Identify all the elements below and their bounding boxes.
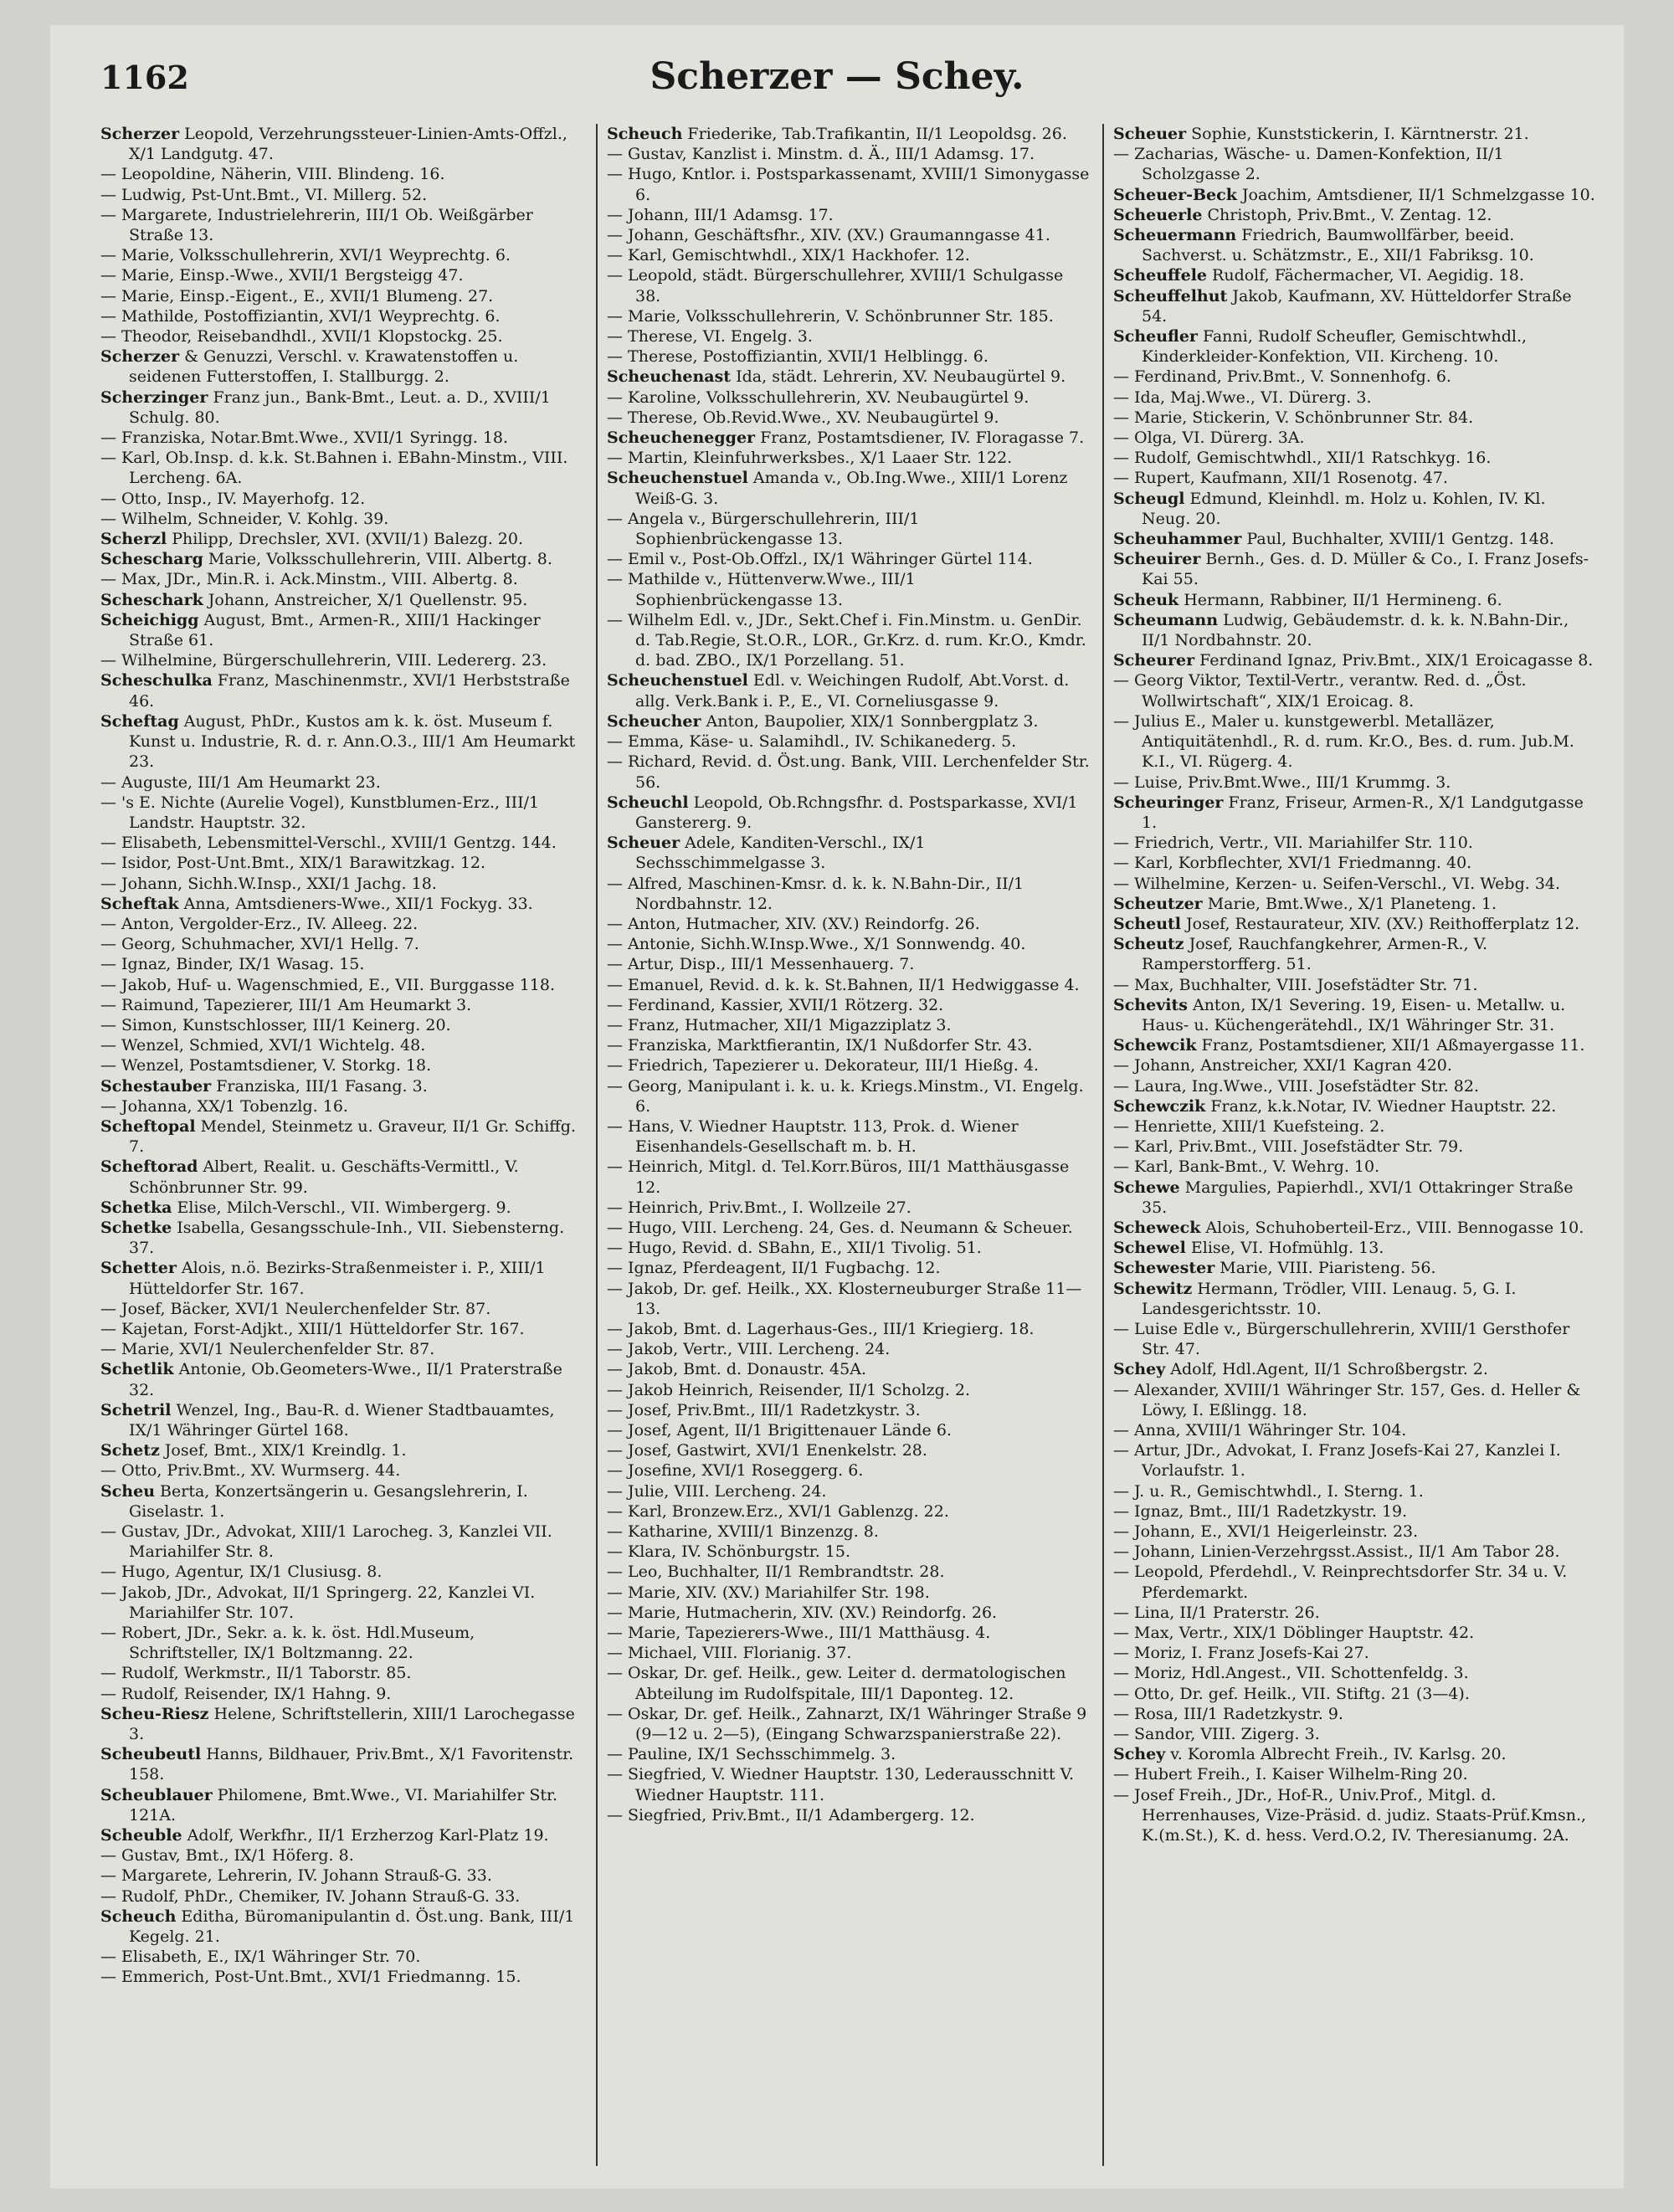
directory-entry: — Moriz, Hdl.Angest., VII. Schottenfeldg. 3. [1113,1664,1469,1683]
directory-entry: — Gustav, JDr., Advokat, XIII/1 Larocheg. 3, Kanzlei VII. Mariahilfer Str. 8. [100,1522,552,1562]
directory-entry: — Artur, Disp., III/1 Messenhauerg. 7. [607,955,915,974]
directory-entry: — Johann, Anstreicher, XXI/1 Kagran 420. [1113,1056,1452,1075]
directory-entry: Scherzer & Genuzzi, Verschl. v. Krawatenstoffen u. seidenen Futterstoffen, I. Stallburgg. 2. [100,347,519,387]
directory-entry: — Anton, Vergolder-Erz., IV. Alleeg. 22. [100,914,418,933]
directory-entry: — Johanna, XX/1 Tobenzlg. 16. [100,1096,348,1116]
directory-entry: — Wenzel, Schmied, XVI/1 Wichtelg. 48. [100,1036,426,1055]
directory-entry: Scheuch Editha, Büromanipulantin d. Öst.ung. Bank, III/1 Kegelg. 21. [100,1907,575,1947]
directory-entry: Scheutz Josef, Rauchfangkehrer, Armen-R., V. Ramperstorfferg. 51. [1113,935,1488,974]
directory-entry: — Simon, Kunstschlosser, III/1 Keinerg. 20. [100,1015,451,1034]
directory-entry: — Kajetan, Forst-Adjkt., XIII/1 Hütteldorfer Str. 167. [100,1319,525,1338]
directory-entry: — Emmerich, Post-Unt.Bmt., XVI/1 Friedmanng. 15. [100,1968,521,1987]
directory-entry: — Pauline, IX/1 Sechsschimmelg. 3. [607,1745,896,1764]
directory-entry: — Josef, Agent, II/1 Brigittenauer Lände 6. [607,1421,952,1440]
page-number: 1162 [100,59,189,96]
directory-entry: — Gustav, Bmt., IX/1 Höferg. 8. [100,1846,354,1866]
directory-entry: — Friedrich, Vertr., VII. Mariahilfer Str. 110. [1113,834,1473,853]
directory-entry: — Franziska, Notar.Bmt.Wwe., XVII/1 Syringg. 18. [100,429,509,448]
directory-entry: — Gustav, Kanzlist i. Minstm. d. Ä., III/1 Adamsg. 17. [607,145,1035,164]
directory-entry: — Margarete, Industrielehrerin, III/1 Ob. Weißgärber Straße 13. [100,205,533,245]
directory-entry: — Auguste, III/1 Am Heumarkt 23. [100,772,381,792]
directory-entry: — Hugo, Kntlor. i. Postsparkassenamt, XVIII/1 Simonygasse 6. [607,165,1090,204]
directory-entry: — Klara, IV. Schönburgstr. 15. [607,1542,851,1562]
directory-entry: — Jakob Heinrich, Reisender, II/1 Scholzg. 2. [607,1380,971,1399]
directory-entry: — Karl, Korbflechter, XVI/1 Friedmanng. 40. [1113,854,1472,873]
directory-entry: — Isidor, Post-Unt.Bmt., XIX/1 Barawitzkag. 12. [100,854,486,873]
directory-entry: — Therese, VI. Engelg. 3. [607,327,813,346]
directory-entry: — Ida, Maj.Wwe., VI. Dürerg. 3. [1113,387,1372,407]
directory-entry: — Ferdinand, Kassier, XVII/1 Rötzerg. 32. [607,995,944,1014]
directory-entry: Scheublauer Philomene, Bmt.Wwe., VI. Mariahilfer Str. 121A. [100,1785,558,1825]
directory-entry: — Emanuel, Revid. d. k. k. St.Bahnen, II/1 Hedwiggasse 4. [607,975,1080,994]
directory-entry: Scheuchenstuel Edl. v. Weichingen Rudolf, Abt.Vorst. d. allg. Verk.Bank i. P., E., VI. Corneliusgasse 9. [607,671,1070,711]
directory-entry: — Artur, JDr., Advokat, I. Franz Josefs-Kai 27, Kanzlei I. Vorlaufstr. 1. [1113,1441,1561,1481]
directory-entry: — Wilhelmine, Bürgerschullehrerin, VIII. Ledererg. 23. [100,651,547,670]
directory-entry: Schescharg Marie, Volksschullehrerin, VIII. Albertg. 8. [100,550,552,569]
directory-entry: — Rudolf, Reisender, IX/1 Hahng. 9. [100,1684,392,1703]
directory-entry: — Robert, JDr., Sekr. a. k. k. öst. Hdl.Museum, Schriftsteller, IX/1 Boltzmanng. 22. [100,1624,475,1663]
directory-entry: — Julie, VIII. Lercheng. 24. [607,1481,827,1501]
directory-entry: — Johann, III/1 Adamsg. 17. [607,205,834,224]
directory-entry: — Marie, XIV. (XV.) Mariahilfer Str. 198. [607,1583,930,1602]
directory-entry: Scheuer Adele, Kanditen-Verschl., IX/1 Sechsschimmelgasse 3. [607,834,926,873]
directory-entry: — Elisabeth, E., IX/1 Währinger Str. 70. [100,1948,421,1967]
directory-entry: — Marie, Einsp.-Eigent., E., XVII/1 Blumeng. 27. [100,286,494,305]
directory-entry: — Therese, Postoffiziantin, XVII/1 Helblingg. 6. [607,347,988,367]
directory-entry: Scheweck Alois, Schuhoberteil-Erz., VIII. Bennogasse 10. [1113,1218,1584,1237]
directory-entry: — Siegfried, Priv.Bmt., II/1 Adambergerg. 12. [607,1805,975,1825]
directory-entry: — Antonie, Sichh.W.Insp.Wwe., X/1 Sonnwendg. 40. [607,935,1026,954]
directory-entry: Schestauber Franziska, III/1 Fasang. 3. [100,1076,428,1096]
directory-entry: — Mathilde v., Hüttenverw.Wwe., III/1 Sophienbrückengasse 13. [607,570,916,609]
directory-entry: — Georg Viktor, Textil-Vertr., verantw. Red. d. „Öst. Wollwirtschaft“, XIX/1 Eroicag. 8. [1113,671,1527,711]
directory-entry: Scheuchenegger Franz, Postamtsdiener, IV. Floragasse 7. [607,429,1085,448]
directory-entry: Scheftorad Albert, Realit. u. Geschäfts-Vermittl., V. Schönbrunner Str. 99. [100,1157,519,1197]
directory-entry: — Michael, VIII. Florianig. 37. [607,1644,852,1663]
directory-entry: Schey v. Koromla Albrecht Freih., IV. Karlsg. 20. [1113,1745,1507,1764]
directory-entry: — Rudolf, PhDr., Chemiker, IV. Johann Strauß-G. 33. [100,1886,521,1906]
directory-entry: — Lina, II/1 Praterstr. 26. [1113,1603,1320,1622]
directory-entry: Scheuble Adolf, Werkfhr., II/1 Erzherzog Karl-Platz 19. [100,1826,549,1845]
directory-entry: — Marie, Volksschullehrerin, V. Schönbrunner Str. 185. [607,306,1054,326]
directory-entry: Schewitz Hermann, Trödler, VIII. Lenaug. 5, G. I. Landesgerichtsstr. 10. [1113,1279,1517,1318]
directory-entry: — Josef Freih., JDr., Hof-R., Univ.Prof., Mitgl. d. Herrenhauses, Vize-Präsid. d. judiz. Staats-Prüf.Kmsn., K.(m.St.), K. d. hess. Verd.O.2, IV. Theresianumg. 2A. [1113,1785,1587,1845]
directory-entry: — Otto, Dr. gef. Heilk., VII. Stiftg. 21 (3—4). [1113,1684,1470,1703]
directory-entry: — Rosa, III/1 Radetzkystr. 9. [1113,1704,1343,1723]
column-divider [1102,124,1104,2166]
directory-entry: Scheftag August, PhDr., Kustos am k. k. öst. Museum f. Kunst u. Industrie, R. d. r. Ann.O.3., III/1 Am Heumarkt 23. [100,711,576,772]
directory-column-3 [1113,124,1599,2166]
directory-entry: — Jakob, Bmt. d. Donaustr. 45A. [607,1360,866,1379]
directory-entry: Scheschulka Franz, Maschinenmstr., XVI/1 Herbststraße 46. [100,671,570,711]
directory-entry: — Jakob, Vertr., VIII. Lercheng. 24. [607,1340,891,1359]
directory-entry: Schewe Margulies, Papierhdl., XVI/1 Ottakringer Straße 35. [1113,1178,1574,1217]
directory-entry: Scheugl Edmund, Kleinhdl. m. Holz u. Kohlen, IV. Kl. Neug. 20. [1113,489,1546,528]
directory-entry: — Heinrich, Priv.Bmt., I. Wollzeile 27. [607,1198,911,1217]
directory-entry: Scheutl Josef, Restaurateur, XIV. (XV.) Reithofferplatz 12. [1113,914,1580,933]
directory-entry: — Otto, Insp., IV. Mayerhofg. 12. [100,489,366,508]
directory-entry: — Leopold, städt. Bürgerschullehrer, XVIII/1 Schulgasse 38. [607,266,1064,305]
directory-entry: — Siegfried, V. Wiedner Hauptstr. 130, Lederausschnitt V. Wiedner Hauptstr. 111. [607,1765,1075,1804]
directory-entry: — Jakob, Huf- u. Wagenschmied, E., VII. Burggasse 118. [100,975,555,994]
directory-entry: — Leo, Buchhalter, II/1 Rembrandtstr. 28. [607,1563,945,1582]
directory-entry: Schetka Elise, Milch-Verschl., VII. Wimbergerg. 9. [100,1198,511,1217]
directory-entry: — Zacharias, Wäsche- u. Damen-Konfektion, II/1 Scholzgasse 2. [1113,145,1504,184]
directory-entry: — Rupert, Kaufmann, XII/1 Rosenotg. 47. [1113,469,1449,488]
directory-entry: — Alexander, XVIII/1 Währinger Str. 157, Ges. d. Heller & Löwy, I. Eßlingg. 18. [1113,1380,1581,1419]
directory-entry: — Max, Buchhalter, VIII. Josefstädter Str. 71. [1113,975,1478,994]
directory-entry: — Karl, Priv.Bmt., VIII. Josefstädter Str. 79. [1113,1137,1464,1157]
directory-entry: — Wilhelmine, Kerzen- u. Seifen-Verschl., VI. Webg. 34. [1113,874,1561,893]
directory-entry: — Jakob, Dr. gef. Heilk., XX. Klosterneuburger Straße 11—13. [607,1279,1082,1318]
directory-entry: — Ignaz, Bmt., III/1 Radetzkystr. 19. [1113,1501,1408,1521]
directory-entry: — Max, JDr., Min.R. i. Ack.Minstm., VIII. Albertg. 8. [100,570,518,589]
directory-entry: — Hugo, VIII. Lercheng. 24, Ges. d. Neumann & Scheuer. [607,1218,1073,1237]
directory-entry: Schetter Alois, n.ö. Bezirks-Straßenmeister i. P., XIII/1 Hütteldorfer Str. 167. [100,1259,546,1298]
directory-entry: — Wenzel, Postamtsdiener, V. Storkg. 18. [100,1056,432,1075]
directory-entry: — Theodor, Reisebandhdl., XVII/1 Klopstockg. 25. [100,327,503,346]
directory-entry: — Georg, Manipulant i. k. u. k. Kriegs.Minstm., VI. Engelg. 6. [607,1076,1084,1116]
directory-entry: Scherzl Philipp, Drechsler, XVI. (XVII/1) Balezg. 20. [100,530,524,549]
directory-entry: Scheuchl Leopold, Ob.Rchngsfhr. d. Postsparkasse, XVI/1 Ganstererg. 9. [607,793,1078,832]
directory-entry: — Laura, Ing.Wwe., VIII. Josefstädter Str. 82. [1113,1076,1480,1096]
directory-entry: — Marie, Volksschullehrerin, XVI/1 Weyprechtg. 6. [100,246,511,265]
directory-entry: — Johann, Geschäftsfhr., XIV. (XV.) Graumanngasse 41. [607,226,1050,245]
directory-entry: Scheurer Ferdinand Ignaz, Priv.Bmt., XIX/1 Eroicagasse 8. [1113,651,1594,670]
directory-entry: Scheuchenstuel Amanda v., Ob.Ing.Wwe., XIII/1 Lorenz Weiß-G. 3. [607,469,1068,508]
directory-entry: — Raimund, Tapezierer, III/1 Am Heumarkt 3. [100,995,472,1014]
directory-entry: — Emil v., Post-Ob.Offzl., IX/1 Währinger Gürtel 114. [607,550,1033,569]
directory-entry: Schetril Wenzel, Ing., Bau-R. d. Wiener Stadtbauamtes, IX/1 Währinger Gürtel 168. [100,1400,555,1440]
directory-entry: — Margarete, Lehrerin, IV. Johann Strauß-G. 33. [100,1866,492,1886]
directory-entry: — Josef, Priv.Bmt., III/1 Radetzkystr. 3. [607,1400,921,1419]
directory-entry: — Marie, Einsp.-Wwe., XVII/1 Bergsteigg 47. [100,266,464,285]
directory-entry: — Katharine, XVIII/1 Binzenzg. 8. [607,1522,879,1542]
directory-entry: Scheufler Fanni, Rudolf Scheufler, Gemischtwhdl., Kinderkleider-Konfektion, VII. Kircheng. 10. [1113,327,1528,367]
directory-entry: Schevits Anton, IX/1 Severing. 19, Eisen- u. Metallw. u. Haus- u. Küchengerätehdl., IX/1 Währinger Str. 31. [1113,995,1566,1034]
directory-entry: — Ludwig, Pst-Unt.Bmt., VI. Millerg. 52. [100,185,428,204]
directory-entry: — Hans, V. Wiedner Hauptstr. 113, Prok. d. Wiener Eisenhandels-Gesellschaft m. b. H. [607,1116,1019,1157]
directory-entry: — Marie, Stickerin, V. Schönbrunner Str. 84. [1113,408,1474,427]
directory-entry: — Max, Vertr., XIX/1 Döblinger Hauptstr. 42. [1113,1624,1475,1643]
directory-column-2 [607,124,1092,2166]
directory-entry: — Anton, Hutmacher, XIV. (XV.) Reindorfg. 26. [607,914,980,933]
directory-entry: — Richard, Revid. d. Öst.ung. Bank, VIII. Lerchenfelder Str. 56. [607,752,1090,792]
directory-entry: Scheuk Hermann, Rabbiner, II/1 Hermineng. 6. [1113,590,1502,609]
directory-entry: — Karl, Bronzew.Erz., XVI/1 Gablenzg. 22. [607,1501,949,1521]
directory-entry: — Franz, Hutmacher, XII/1 Migazziplatz 3. [607,1015,952,1034]
directory-entry: — Luise, Priv.Bmt.Wwe., III/1 Krummg. 3. [1113,772,1451,792]
directory-entry: — Franziska, Marktfierantin, IX/1 Nußdorfer Str. 43. [607,1036,1033,1055]
directory-entry: — Hugo, Agentur, IX/1 Clusiusg. 8. [100,1563,383,1582]
directory-entry: — Marie, Tapezierers-Wwe., III/1 Matthäusg. 4. [607,1624,991,1643]
directory-entry: Scheu Berta, Konzertsängerin u. Gesangslehrerin, I. Giselastr. 1. [100,1481,528,1521]
directory-entry: — Mathilde, Postoffiziantin, XVI/1 Weyprechtg. 6. [100,306,501,326]
directory-entry: Scheuerle Christoph, Priv.Bmt., V. Zentag. 12. [1113,205,1492,224]
directory-entry: — Leopoldine, Näherin, VIII. Blindeng. 16. [100,165,445,184]
directory-entry: — Leopold, Pferdehdl., V. Reinprechtsdorfer Str. 34 u. V. Pferdemarkt. [1113,1563,1568,1602]
directory-entry: — 's E. Nichte (Aurelie Vogel), Kunstblumen-Erz., III/1 Landstr. Hauptstr. 32. [100,793,540,832]
directory-entry: — Wilhelm, Schneider, V. Kohlg. 39. [100,509,389,528]
directory-entry: Scherzinger Franz jun., Bank-Bmt., Leut. a. D., XVIII/1 Schulg. 80. [100,387,551,427]
directory-entry: — Karl, Gemischtwhdl., XIX/1 Hackhofer. 12. [607,246,970,265]
directory-entry: — Friedrich, Tapezierer u. Dekorateur, III/1 Hießg. 4. [607,1056,1039,1075]
directory-entry: — Marie, XVI/1 Neulerchenfelder Str. 87. [100,1340,435,1359]
directory-entry: — Hugo, Revid. d. SBahn, E., XII/1 Tivolig. 51. [607,1239,982,1258]
directory-entry: Scheschark Johann, Anstreicher, X/1 Quellenstr. 95. [100,590,528,609]
directory-entry: — Karl, Bank-Bmt., V. Wehrg. 10. [1113,1157,1380,1177]
directory-entry: — Rudolf, Werkmstr., II/1 Taborstr. 85. [100,1664,412,1683]
directory-entry: Schewczik Franz, k.k.Notar, IV. Wiedner Hauptstr. 22. [1113,1096,1557,1116]
directory-entry: — Oskar, Dr. gef. Heilk., gew. Leiter d. dermatologischen Abteilung im Rudolfspitale, III/1 Daponteg. 12. [607,1664,1066,1703]
directory-entry: Scheutzer Marie, Bmt.Wwe., X/1 Planeteng. 1. [1113,894,1497,913]
directory-entry: Scheuch Friederike, Tab.Trafikantin, II/1 Leopoldsg. 26. [607,125,1067,143]
directory-entry: — Henriette, XIII/1 Kuefsteing. 2. [1113,1116,1385,1136]
directory-entry: Scheuirer Bernh., Ges. d. D. Müller & Co., I. Franz Josefs-Kai 55. [1113,550,1589,589]
directory-entry: — Josef, Gastwirt, XVI/1 Enenkelstr. 28. [607,1441,927,1460]
directory-entry: Scheu-Riesz Helene, Schriftstellerin, XIII/1 Larochegasse 3. [100,1704,575,1744]
directory-entry: Scheumann Ludwig, Gebäudemstr. d. k. k. N.Bahn-Dir., II/1 Nordbahnstr. 20. [1113,610,1569,650]
directory-entry: — Josef, Bäcker, XVI/1 Neulerchenfelder Str. 87. [100,1299,491,1318]
directory-entry: — Johann, E., XVI/1 Heigerleinstr. 23. [1113,1522,1419,1542]
directory-entry: Scheuhammer Paul, Buchhalter, XVIII/1 Gentzg. 148. [1113,530,1554,549]
directory-entry: Schetz Josef, Bmt., XIX/1 Kreindlg. 1. [100,1441,407,1460]
directory-entry: — Martin, Kleinfuhrwerksbes., X/1 Laaer Str. 122. [607,449,1013,468]
directory-entry: — Angela v., Bürgerschullehrerin, III/1 Sophienbrückengasse 13. [607,509,920,549]
directory-entry: Scheichigg August, Bmt., Armen-R., XIII/1 Hackinger Straße 61. [100,610,541,650]
directory-entry: — Elisabeth, Lebensmittel-Verschl., XVIII/1 Gentzg. 144. [100,834,557,853]
directory-entry: — Georg, Schuhmacher, XVI/1 Hellg. 7. [100,935,419,954]
directory-entry: — Johann, Sichh.W.Insp., XXI/1 Jachg. 18. [100,874,437,893]
directory-entry: — Sandor, VIII. Zigerg. 3. [1113,1725,1320,1744]
directory-entry: — Oskar, Dr. gef. Heilk., Zahnarzt, IX/1 Währinger Straße 9 (9—12 u. 2—5), (Eingang Schwarzspanierstraße 22). [607,1704,1087,1744]
directory-entry: Scheucher Anton, Baupolier, XIX/1 Sonnbergplatz 3. [607,711,1039,731]
directory-entry: Scheftak Anna, Amtsdieners-Wwe., XII/1 Fockyg. 33. [100,894,533,913]
directory-entry: — Karoline, Volksschullehrerin, XV. Neubaugürtel 9. [607,387,1030,407]
directory-entry: — Ferdinand, Priv.Bmt., V. Sonnenhofg. 6. [1113,367,1451,387]
directory-entry: Schewel Elise, VI. Hofmühlg. 13. [1113,1239,1384,1258]
column-divider [596,124,598,2166]
directory-entry: — Moriz, I. Franz Josefs-Kai 27. [1113,1644,1369,1663]
directory-entry: Schewester Marie, VIII. Piaristeng. 56. [1113,1259,1436,1278]
directory-entry: Scheuer-Beck Joachim, Amtsdiener, II/1 Schmelzgasse 10. [1113,185,1595,204]
directory-entry: — Jakob, Bmt. d. Lagerhaus-Ges., III/1 Kriegierg. 18. [607,1319,1035,1338]
directory-entry: — Alfred, Maschinen-Kmsr. d. k. k. N.Bahn-Dir., II/1 Nordbahnstr. 12. [607,874,1024,913]
directory-page [50,25,1624,2189]
running-header: Scherzer — Schey. [650,55,1024,98]
directory-entry: Scheuermann Friedrich, Baumwollfärber, beeid. Sachverst. u. Schätzmstr., E., XII/1 Fabriksg. 10. [1113,226,1534,265]
directory-entry: Scheuffele Rudolf, Fächermacher, VI. Aegidig. 18. [1113,266,1524,285]
directory-entry: Scheuffelhut Jakob, Kaufmann, XV. Hütteldorfer Straße 54. [1113,286,1572,326]
directory-entry: — Otto, Priv.Bmt., XV. Wurmserg. 44. [100,1461,401,1481]
directory-entry: — Marie, Hutmacherin, XIV. (XV.) Reindorfg. 26. [607,1603,998,1622]
directory-entry: — Julius E., Maler u. kunstgewerbl. Metalläzer, Antiquitätenhdl., R. d. rum. Kr.O., Bes. d. rum. Jub.M. K.I., VI. Rügerg. 4. [1113,711,1574,772]
directory-column-1 [100,124,586,2166]
directory-entry: Scherzer Leopold, Verzehrungssteuer-Linien-Amts-Offzl., X/1 Landgutg. 47. [100,125,567,164]
directory-entry: — Heinrich, Mitgl. d. Tel.Korr.Büros, III/1 Matthäusgasse 12. [607,1157,1070,1197]
directory-entry: Scheuringer Franz, Friseur, Armen-R., X/1 Landgutgasse 1. [1113,793,1584,832]
directory-entry: — Rudolf, Gemischtwhdl., XII/1 Ratschkyg. 16. [1113,449,1492,468]
directory-entry: — Wilhelm Edl. v., JDr., Sekt.Chef i. Fin.Minstm. u. GenDir. d. Tab.Regie, St.O.R., LOR., Gr.Krz. d. rum. Kr.O., Kmdr. d. bad. ZBO., IX/1 Porzellang. 51. [607,610,1086,670]
directory-entry: Scheftopal Mendel, Steinmetz u. Graveur, II/1 Gr. Schiffg. 7. [100,1116,576,1157]
directory-entry: — J. u. R., Gemischtwhdl., I. Sterng. 1. [1113,1481,1424,1501]
directory-entry: — Luise Edle v., Bürgerschullehrerin, XVIII/1 Gersthofer Str. 47. [1113,1319,1570,1359]
directory-entry: Schey Adolf, Hdl.Agent, II/1 Schroßbergstr. 2. [1113,1360,1488,1379]
directory-entry: — Emma, Käse- u. Salamihdl., IV. Schikanederg. 5. [607,732,1017,752]
directory-entry: — Johann, Linien-Verzehrgsst.Assist., II/1 Am Tabor 28. [1113,1542,1560,1562]
directory-entry: — Hubert Freih., I. Kaiser Wilhelm-Ring 20. [1113,1765,1468,1784]
directory-entry: — Karl, Ob.Insp. d. k.k. St.Bahnen i. EBahn-Minstm., VIII. Lercheng. 6A. [100,449,568,488]
directory-entry: Schetke Isabella, Gesangsschule-Inh., VII. Siebensterng. 37. [100,1218,565,1258]
directory-entry: — Anna, XVIII/1 Währinger Str. 104. [1113,1421,1407,1440]
directory-entry: — Ignaz, Binder, IX/1 Wasag. 15. [100,955,365,974]
directory-entry: Scheubeutl Hanns, Bildhauer, Priv.Bmt., X/1 Favoritenstr. 158. [100,1745,574,1784]
directory-entry: — Ignaz, Pferdeagent, II/1 Fugbachg. 12. [607,1259,941,1278]
directory-entry: Schewcik Franz, Postamtsdiener, XII/1 Aßmayergasse 11. [1113,1036,1585,1055]
directory-entry: — Josefine, XVI/1 Roseggerg. 6. [607,1461,864,1481]
directory-entry: Schetlik Antonie, Ob.Geometers-Wwe., II/1 Praterstraße 32. [100,1360,562,1399]
directory-entry: Scheuer Sophie, Kunststickerin, I. Kärntnerstr. 21. [1113,125,1529,143]
directory-entry: — Olga, VI. Dürerg. 3A. [1113,429,1305,448]
directory-entry: Scheuchenast Ida, städt. Lehrerin, XV. Neubaugürtel 9. [607,367,1066,387]
directory-entry: — Jakob, JDr., Advokat, II/1 Springerg. 22, Kanzlei VI. Mariahilfer Str. 107. [100,1583,536,1622]
directory-entry: — Therese, Ob.Revid.Wwe., XV. Neubaugürtel 9. [607,408,999,427]
